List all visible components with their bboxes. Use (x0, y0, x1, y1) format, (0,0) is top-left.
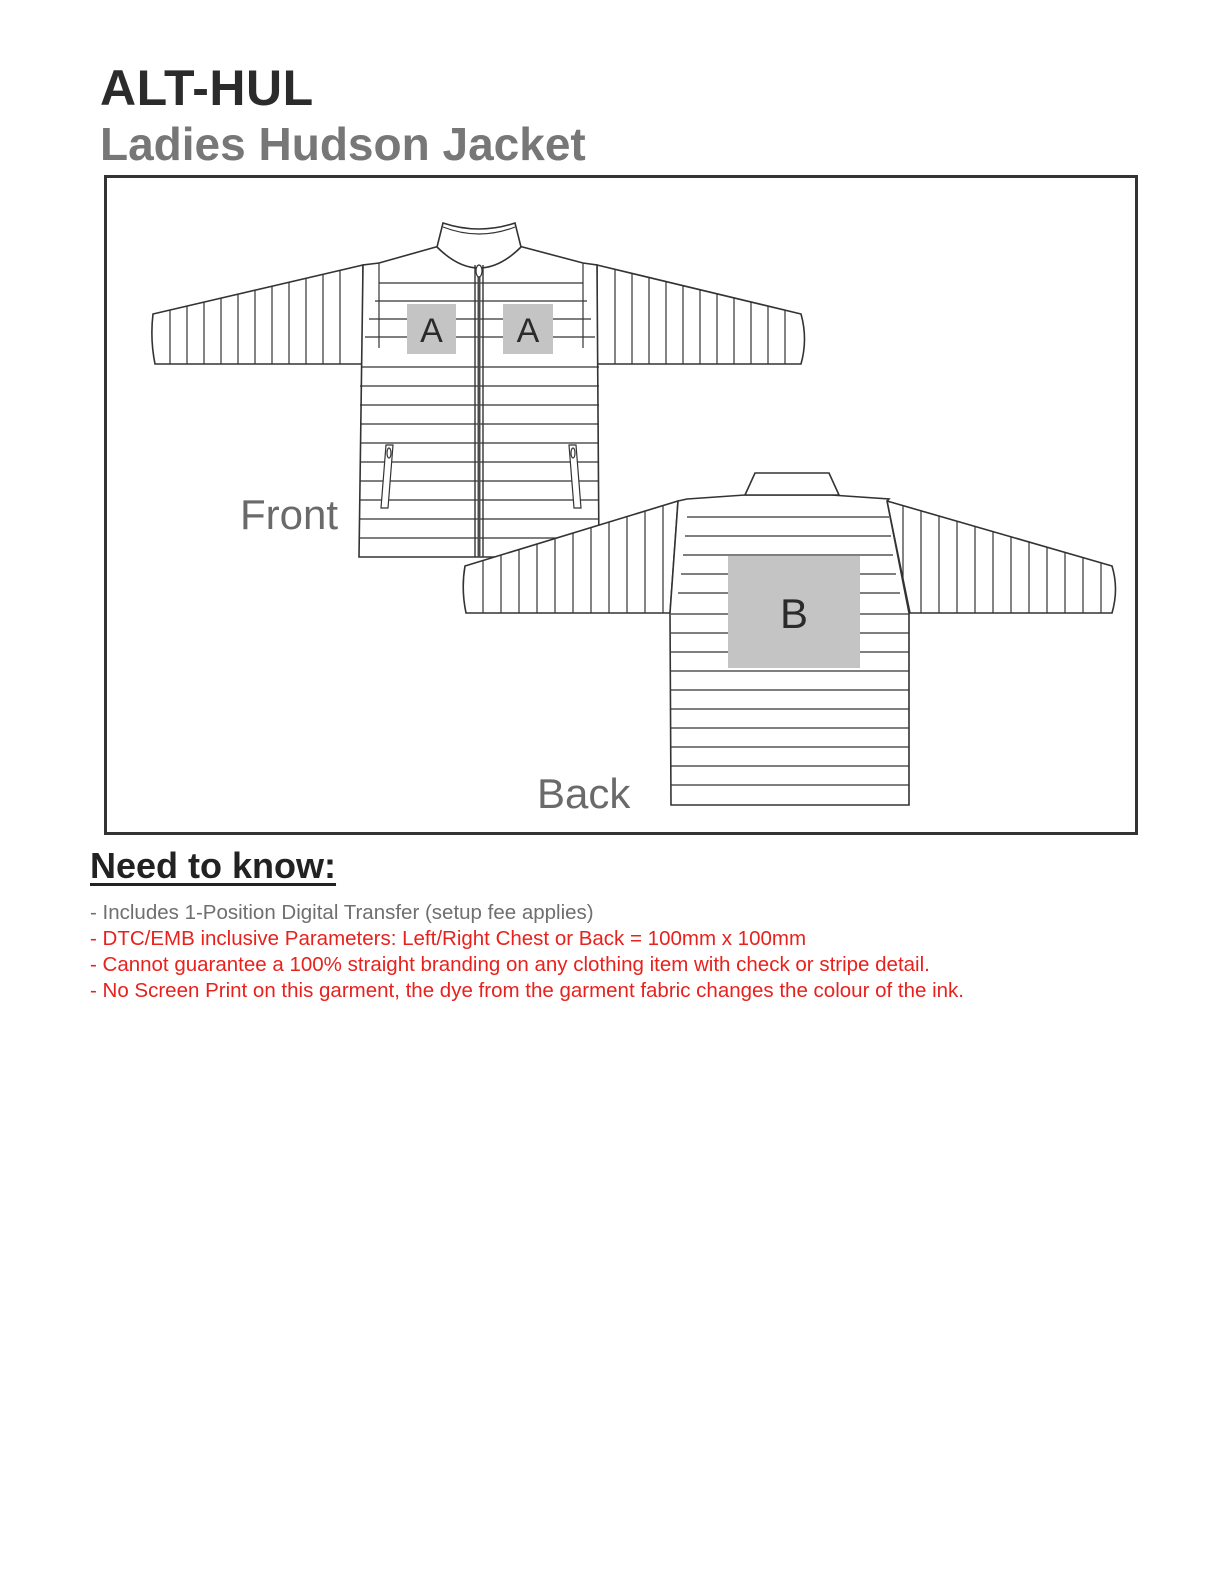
garment-diagram (107, 178, 1135, 832)
marker-left-chest (407, 304, 456, 354)
note-item-3: - Cannot guarantee a 100% straight branding on any clothing item with check or stripe detail. (90, 953, 930, 976)
product-name: Ladies Hudson Jacket (100, 118, 586, 170)
back-label: Back (537, 770, 631, 817)
front-label: Front (240, 491, 339, 538)
note-item-4: - No Screen Print on this garment, the dye from the garment fabric changes the colour of the ink. (90, 979, 964, 1002)
marker-right-chest (503, 304, 553, 354)
need-to-know-heading: Need to know: (90, 845, 337, 886)
svg-text:A: A (516, 312, 540, 350)
note-item-1: - Includes 1-Position Digital Transfer (setup fee applies) (90, 901, 594, 924)
front-right-sleeve (597, 263, 805, 368)
back-collar (745, 473, 839, 495)
svg-text:B: B (779, 590, 809, 637)
marker-back (728, 556, 860, 668)
note-item-2: - DTC/EMB inclusive Parameters: Left/Right Chest or Back = 100mm x 100mm (90, 927, 807, 950)
front-left-sleeve (152, 263, 363, 368)
svg-text:A: A (420, 312, 443, 350)
garment-diagram-frame (104, 175, 1138, 835)
need-to-know-list (90, 900, 964, 1004)
product-code: ALT-HUL (100, 60, 314, 116)
back-right-sleeve (887, 498, 1116, 617)
